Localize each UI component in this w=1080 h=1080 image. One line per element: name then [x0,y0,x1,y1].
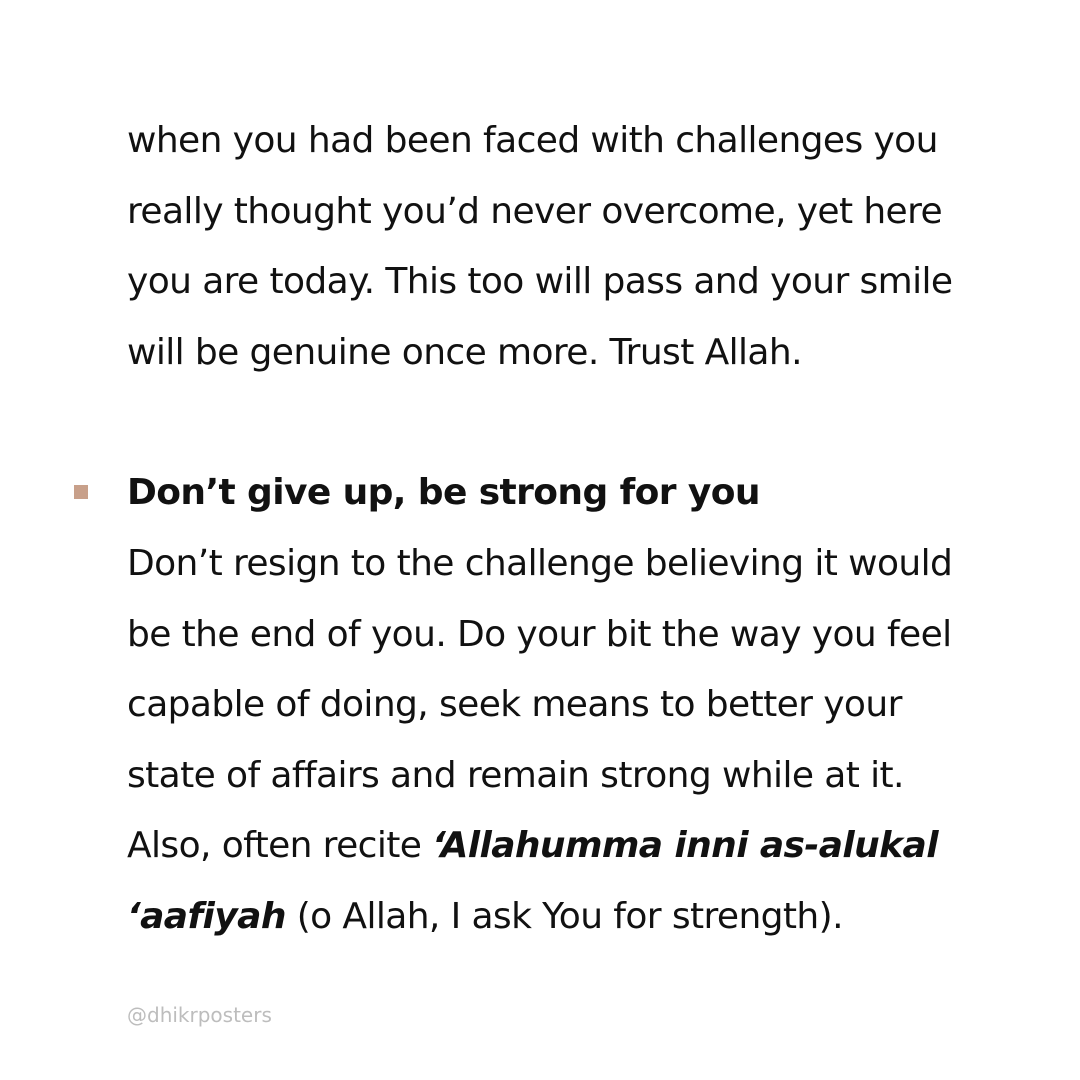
dua-text-part-2: ‘aafiyah [127,895,286,937]
square-bullet-icon [74,485,88,499]
intro-line: you are today. This too will pass and your smile [127,261,953,303]
body-line: capable of doing, seek means to better your [127,684,902,726]
intro-line: really thought you’d never overcome, yet here [127,190,943,232]
dua-line-2 [127,882,1027,953]
intro-line: will be genuine once more. Trust Allah. [127,331,802,373]
dua-line-1 [127,811,1027,882]
dua-translation: (o Allah, I ask You for strength). [285,895,843,937]
author-handle: @dhikrposters [127,1003,272,1027]
body-line: Don’t resign to the challenge believing it would [127,543,953,584]
item-body-paragraph [127,529,1027,953]
dua-prefix: Also, often recite [127,825,433,867]
body-line: be the end of you. Do your bit the way you feel [127,613,952,655]
item-title: Don’t give up, be strong for you [127,472,760,513]
dua-text-part-1: ‘Allahumma inni as-alukal [432,825,938,867]
intro-paragraph [127,106,1027,388]
body-line: state of affairs and remain strong while at it. [127,754,904,796]
intro-line: when you had been faced with challenges you [127,120,938,161]
